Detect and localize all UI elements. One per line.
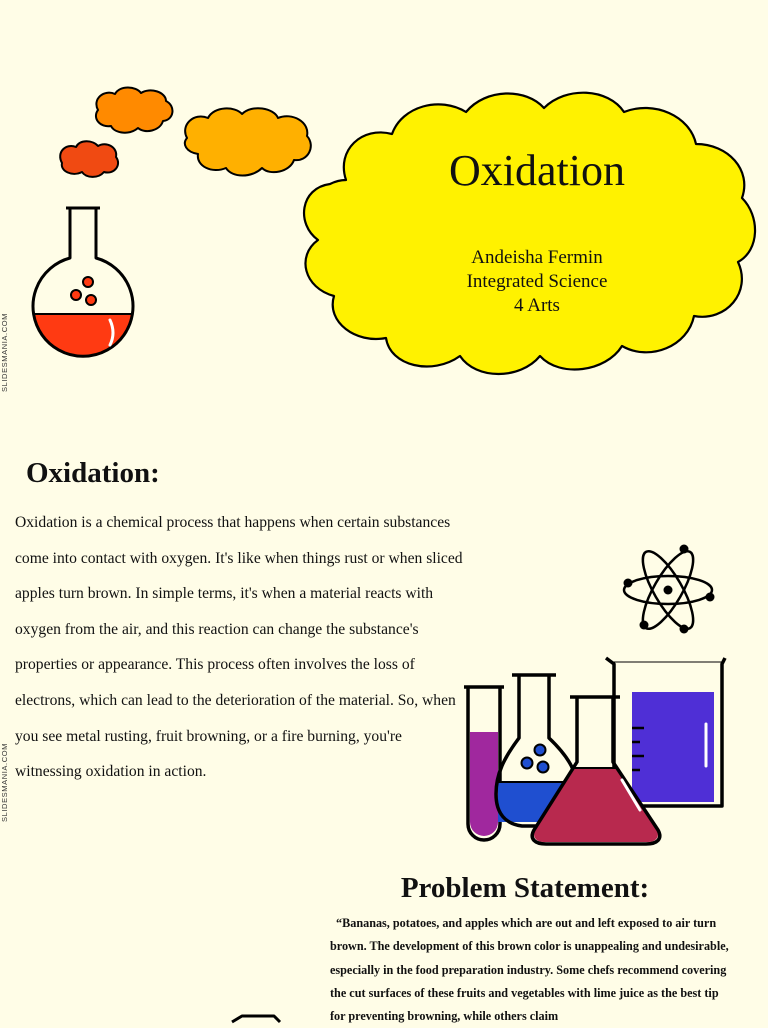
section-heading: Oxidation: bbox=[26, 457, 160, 489]
watermark: SLIDESMANIA.COM bbox=[0, 742, 9, 822]
page-title: Oxidation bbox=[449, 146, 625, 195]
watermark: SLIDESMANIA.COM bbox=[0, 312, 9, 392]
definition-slide bbox=[0, 410, 768, 850]
problem-statement-text: “Bananas, potatoes, and apples which are out and left exposed to air turn brown. The development of this brown color is unappealing and undesirable, especially in the food preparation industry. Some chefs recommend covering the cut surfaces of these fruits and vegetables with lime juice as the best tip for preventing browning, while others claim bbox=[330, 916, 729, 1024]
flask-partial-icon bbox=[200, 1008, 290, 1028]
lab-glassware-icon bbox=[0, 410, 768, 850]
round-flask-icon bbox=[0, 0, 768, 410]
class-name: 4 Arts bbox=[514, 295, 560, 316]
course-name: Integrated Science bbox=[466, 271, 608, 292]
definition-text: Oxidation is a chemical process that happens when certain substances come into contact with oxygen. It's like when things rust or when sliced apples turn brown. In simple terms, it's when a material reacts with oxygen from the air, and this reaction can change the substance's properties or appearance. This process often involves the loss of electrons, which can lead to the deterioration of the material. So, when you see metal rusting, fruit browning, or a fire burning, you're witnessing oxidation in action. bbox=[15, 514, 463, 781]
title-slide bbox=[0, 0, 768, 410]
author-name: Andeisha Fermin bbox=[471, 247, 603, 268]
problem-statement-slide bbox=[0, 850, 768, 1024]
section-heading: Problem Statement: bbox=[400, 872, 650, 904]
